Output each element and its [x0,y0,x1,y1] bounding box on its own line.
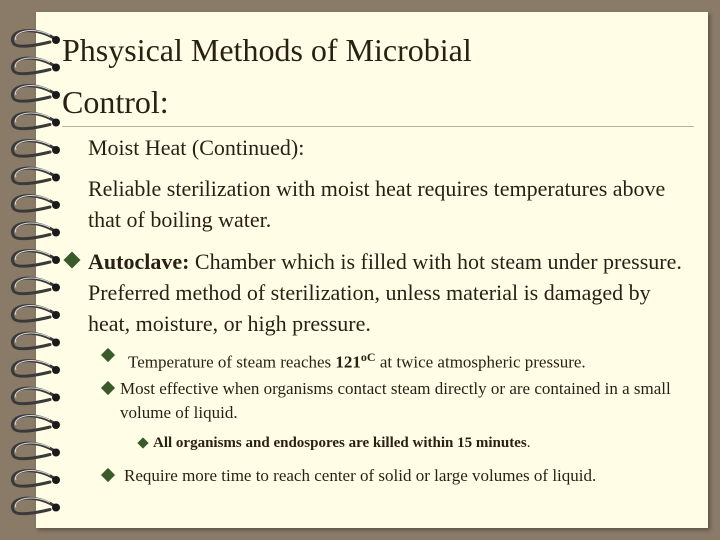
binding-hole [52,119,60,127]
killed-within-text [153,432,693,454]
binding-hole [52,394,60,402]
temperature-value: 121 [335,352,361,372]
title-divider [62,126,694,127]
binding-hole [52,36,60,44]
slide-title [62,24,662,128]
title-line-1: Phsysical Methods of Microbial [62,32,472,68]
binding-hole [52,229,60,237]
reliable-sterilization-text: Reliable sterilization with moist heat requires temperatures above that of boiling water. [88,176,666,232]
binding-hole [52,339,60,347]
binding-hole [52,174,60,182]
binding-hole [52,146,60,154]
temperature-suffix: at twice atmospheric pressure. [375,352,586,372]
killed-prefix: All organisms and endospores are killed within [153,435,458,451]
binding-hole [52,284,60,292]
binding-hole [52,256,60,264]
title-line-2: Control: [62,84,169,120]
require-more-time-text: Require more time to reach center of solid or large volumes of liquid. [124,466,597,485]
killed-suffix: . [526,435,531,451]
temperature-prefix: Temperature of steam reaches [128,352,336,372]
binding-hole [52,504,60,512]
binding-hole [52,449,60,457]
binding-hole [52,476,60,484]
temperature-unit: oC [360,350,376,364]
most-effective-text: Most effective when organisms contact steam directly or are contained in a small volume of liquid. [120,379,671,422]
binding-hole [52,421,60,429]
killed-time: 15 minutes [457,435,527,451]
binding-hole [52,91,60,99]
moist-heat-heading: Moist Heat (Continued): [88,135,305,160]
autoclave-description: Chamber which is filled with hot steam under pressure. Preferred method of sterilization, unless material is damaged by heat, moisture, or high pressure. [88,249,682,336]
autoclave-text [88,246,698,339]
steam-temperature-text [128,345,708,375]
binding-hole [52,311,60,319]
binding-hole [52,64,60,72]
autoclave-term: Autoclave: [88,249,190,274]
binding-hole [52,366,60,374]
binding-hole [52,201,60,209]
